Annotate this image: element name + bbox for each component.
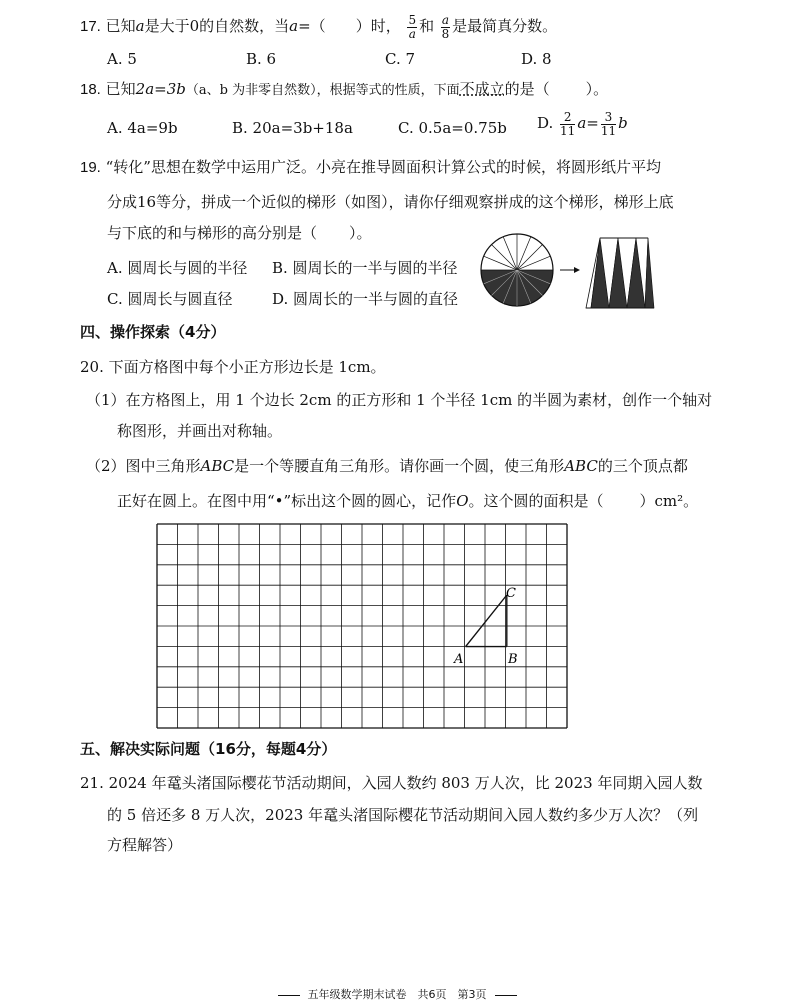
arrow-icon <box>560 267 580 273</box>
q21-line-3: 方程解答） <box>107 836 183 854</box>
vertex-label-a: A <box>454 652 464 667</box>
q19-line-2: 分成16等分，拼成一个近似的梯形（如图），请你仔细观察拼成的这个梯形，梯形上底 <box>107 193 674 211</box>
q18-line: 18. 已知2a=3b（a、b 为非零自然数），根据等式的性质，下面不成立的是（ ）。 <box>80 80 609 98</box>
trapezoid-shape <box>586 238 654 308</box>
q19-line-1: 19. “转化”思想在数学中运用广泛。小亮在推导圆面积计算公式的时候，将圆形纸片平均 <box>80 158 661 176</box>
q18-number: 18. <box>80 81 101 98</box>
q18-option-d: D. $\frac{2}{11}$ a= $\frac{3}{11}$ b <box>537 110 628 138</box>
q19-option-b: B. 圆周长的一半与圆的半径 <box>272 259 458 277</box>
q19-option-a: A. 圆周长与圆的半径 <box>107 259 248 277</box>
footer-text: 五年级数学期末试卷 共6页 第3页 <box>307 988 487 1001</box>
q21-line-2: 的 5 倍还多 8 万人次，2023 年鼋头渚国际樱花节活动期间入园人数约多少万人次？（列 <box>107 806 699 824</box>
q17-option-a: A. 5 <box>107 50 137 68</box>
q17-option-d: D. 8 <box>521 50 552 68</box>
vertex-label-b: B <box>508 652 518 667</box>
sectored-circle <box>481 234 553 306</box>
fraction-2-over-11: $\frac{2}{11}$ <box>560 110 576 138</box>
q17-line: 17. 已知a是大于0的自然数，当a=（ ）时， $\frac{5}{a}$ 和 $\frac{a}{8}$ 是最简真分数。 <box>80 13 558 41</box>
section-4-heading: 四、操作探索（4分） <box>80 323 226 341</box>
q20-part2-line2: 正好在圆上。在图中用“•”标出这个圆的圆心，记作O。这个圆的面积是（ ）cm²。 <box>117 492 699 510</box>
q20-part1-line2: 称图形，并画出对称轴。 <box>117 422 283 440</box>
grid-lines <box>157 524 567 728</box>
q18-option-a: A. 4a=9b <box>107 119 178 137</box>
q18-option-c: C. 0.5a=0.75b <box>398 119 507 137</box>
q20-part2-line1: （2）图中三角形ABC是一个等腰直角三角形。请你画一个圆，使三角形ABC的三个顶点都 <box>86 457 688 475</box>
q18-option-b: B. 20a=3b+18a <box>232 119 353 137</box>
fraction-3-over-11: $\frac{3}{11}$ <box>600 110 617 138</box>
q17-number: 17. <box>80 18 101 36</box>
triangle-abc <box>466 595 507 647</box>
square-grid[interactable] <box>156 523 568 729</box>
q19-option-d: D. 圆周长的一半与圆的直径 <box>272 290 459 308</box>
q20-intro: 20. 下面方格图中每个小正方形边长是 1cm。 <box>80 358 386 376</box>
q20-part1-line1: （1）在方格图上，用 1 个边长 2cm 的正方形和 1 个半径 1cm 的半圆为素材，创作一个轴对 <box>86 391 713 409</box>
q17-option-c: C. 7 <box>385 50 416 68</box>
fraction-a-over-8: $\frac{a}{8}$ <box>441 13 450 41</box>
fraction-5-over-a: $\frac{5}{a}$ <box>408 13 417 41</box>
q21-line-1: 21. 2024 年鼋头渚国际樱花节活动期间，入园人数约 803 万人次，比 2023 年同期入园人数 <box>80 774 703 792</box>
q17-option-b: B. 6 <box>246 50 277 68</box>
vertex-label-c: C <box>506 586 516 601</box>
circle-to-trapezoid-figure <box>478 232 663 314</box>
page-footer <box>0 986 794 1002</box>
q19-option-c: C. 圆周长与圆直径 <box>107 290 233 308</box>
not-valid-emphasis: 不成立 <box>459 80 505 98</box>
q19-line-3: 与下底的和与梯形的高分别是（ ）。 <box>107 224 372 242</box>
section-5-heading: 五、解决实际问题（16分，每题4分） <box>80 740 337 758</box>
